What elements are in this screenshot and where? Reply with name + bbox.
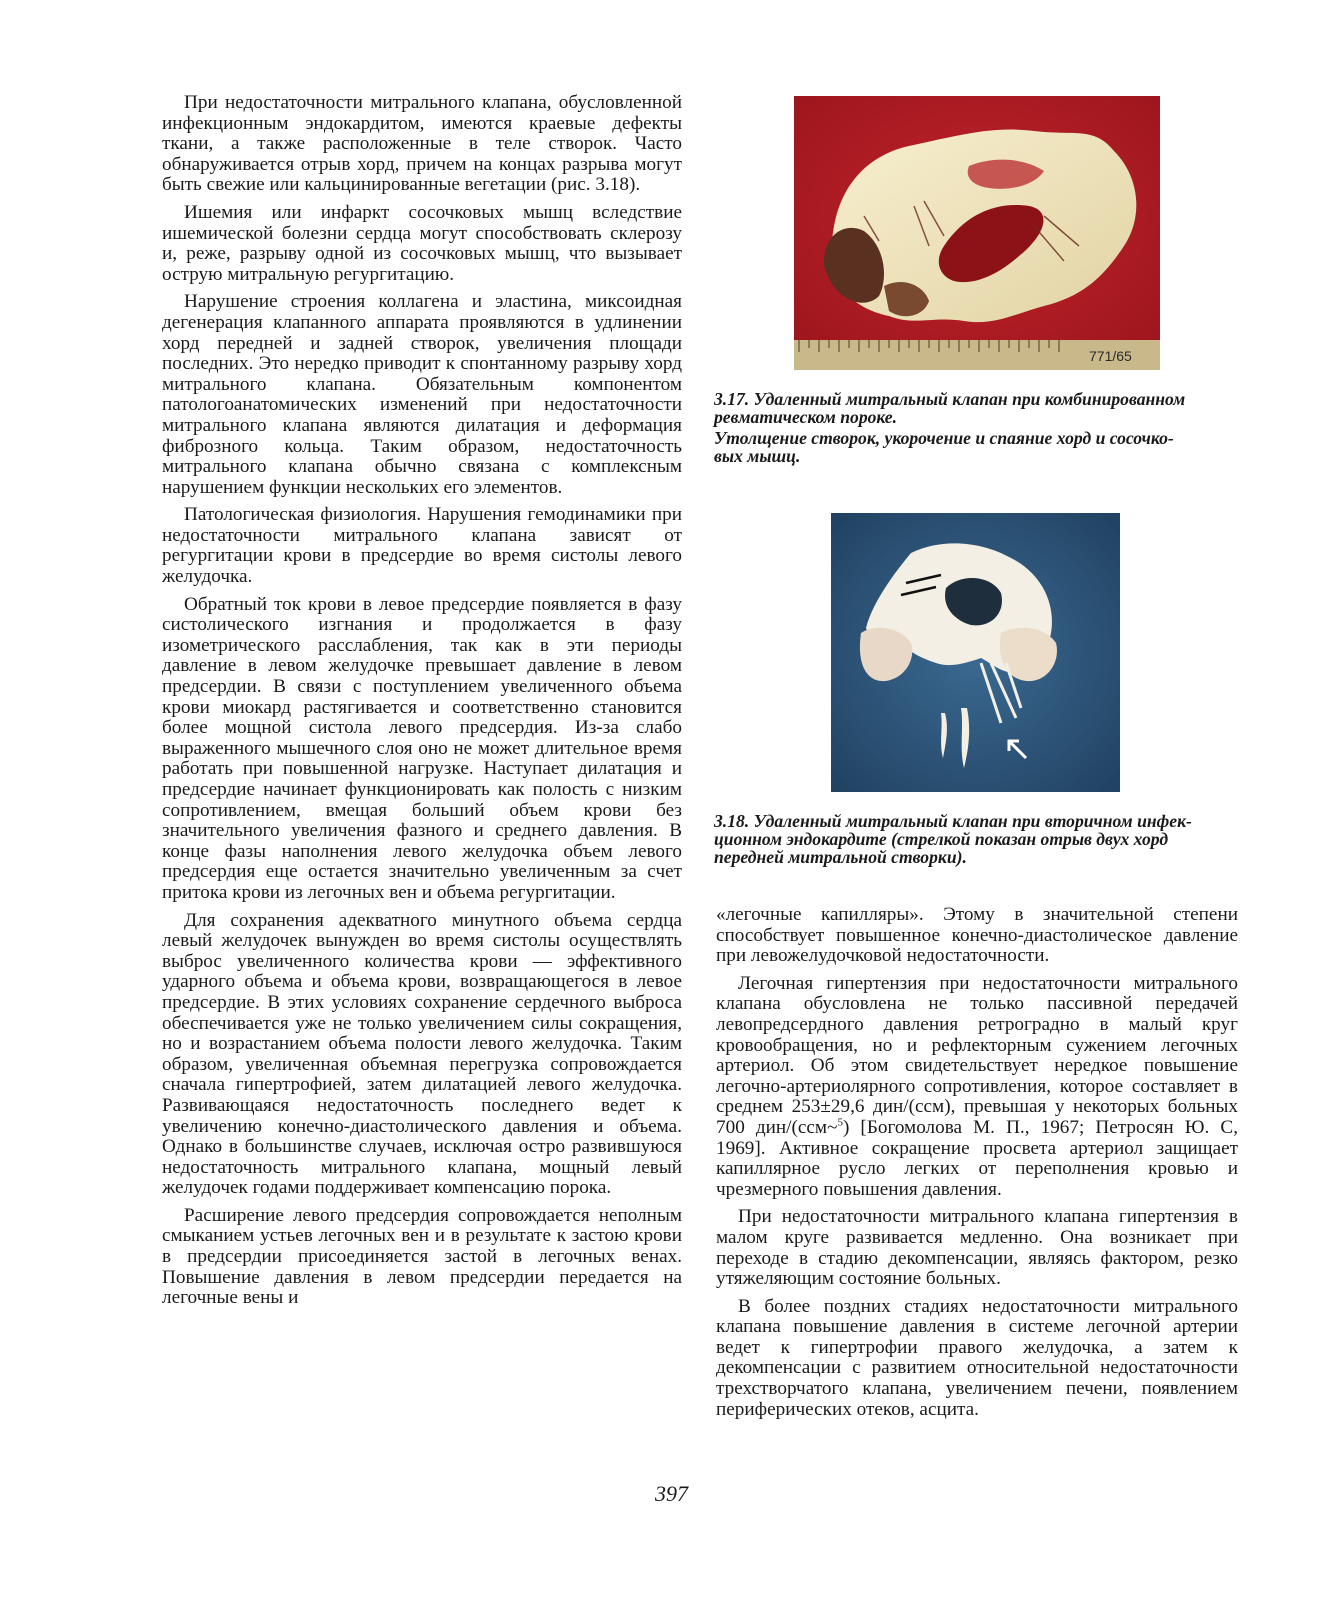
caption-line: 3.17. Удаленный митральный клапан при комбинированном [714, 389, 1186, 409]
superscript: 5 [837, 1116, 843, 1129]
paragraph: При недостаточности митрального клапана гипертензия в малом круге развивается медленно. Она возникает при переходе в стадию декомпенсации, являясь фактором, резко утяжеляющим состояние больных. [716, 1206, 1238, 1290]
paragraph [716, 974, 1238, 1201]
caption-line: вых мышц. [714, 446, 801, 466]
paragraph: В более поздних стадиях недостаточности митрального клапана повышение давления в системе легочной артерии ведет к гипертрофии правого желудочка, а затем к декомпенсации с развитием относительной недостаточности трехстворчатого клапана, увеличением печени, появлением периферических отеков, асцита. [716, 1295, 1238, 1420]
paragraph: При недостаточности митрального клапана, обусловленной инфекционным эндокардитом, имеются краевые дефекты ткани, а также расположенные в теле створок. Часто обнаруживается отрыв хорд, причем на концах разрыва могут быть свежие или кальцинированные вегетации (рис. 3.18). [162, 92, 682, 196]
right-text-column [716, 905, 1238, 1427]
caption-line: 3.18. Удаленный митральный клапан при вторичном инфек- [714, 811, 1192, 831]
ruler-label: 771/65 [1089, 348, 1132, 364]
paragraph: Обратный ток крови в левое предсердие появляется в фазу систолического изгнания и продолжается в фазу изометрического расслабления, так как в эти периоды давление в левом желудочке превышает давление в левом предсердии. В связи с поступлением увеличенного объема крови миокард растягивается и соответственно становится более мощной систола левого предсердия. Из-за слабо выраженного мышечного слоя оно не может длительное время работать при повышенной нагрузке. Наступает дилатация и предсердие начинает функционировать как полость с низким сопротивлением, вмещая больший объем крови без значительного увеличения фазного и среднего давления. В конце фазы наполнения левого желудочка объем левого предсердия еще остается значительно увеличенным за счет притока крови из легочных вен и объема регургитации. [162, 593, 682, 903]
paragraph: Патологическая физиология. Нарушения гемодинамики при недостаточности митрального клапана зависят от регургитации крови в предсердие во время систолы левого желудочка. [162, 504, 682, 588]
caption-line: передней митральной створки). [714, 847, 967, 867]
caption-line: ревматическом пороке. [714, 407, 898, 427]
paragraph: «легочные капилляры». Этому в значительной степени способствует повышенное конечно-диастолическое давление при левожелудочковой недостаточности. [716, 904, 1238, 967]
endocarditis-valve-specimen-image [831, 513, 1120, 792]
page-number: 397 [655, 1481, 688, 1506]
paragraph: Расширение левого предсердия сопровождается неполным смыканием устьев легочных вен и в результате к застою крови в предсердии присоединяется застой в легочных венах. Повышение давления в левом предсердии передается на легочные вены и [162, 1204, 682, 1309]
paragraph: Для сохранения адекватного минутного объема сердца левый желудочек вынужден во время систолы осуществлять выброс увеличенного количества крови — эффективного ударного объема и объема крови, возвращающегося в левое предсердие. В этих условиях сохранение сердечного выброса обеспечивается уже не только увеличением силы сокращения, но и возрастанием объема полости левого желудочка. Таким образом, увеличенная объемная перегрузка сопровождается сначала гипертрофией, затем дилатацией левого желудочка. Развивающаяся недостаточность последнего ведет к увеличению конечно-диастолического давления и объема. Однако в большинстве случаев, исключая остро развившуюся недостаточность митрального клапана, мощный левый желудочек годами поддерживает компенсацию порока. [162, 909, 682, 1199]
paragraph-text: ) [Богомолова М. П., 1967; Петросян Ю. С, 1969]. Активное сокращение просвета артериол защищает капиллярное русло легких от переполнения кровью и чрезмерного повышения давления. [716, 1116, 1238, 1200]
caption-line: Утолщение створок, укорочение и спаяние хорд и сосочко- [714, 428, 1174, 448]
paragraph: Нарушение строения коллагена и эластина, миксоидная дегенерация клапанного аппарата проявляются в удлинении хорд передней и задней створок, увеличения площади последних. Это нередко приводит к спонтанному разрыву хорд митрального клапана. Обязательным компонентом патологоанатомических изменений при недостаточности митрального клапана являются дилатация и деформация фиброзного кольца. Таким образом, недостаточность митрального клапана обычно связана с комплексным нарушением функции нескольких его элементов. [162, 291, 682, 498]
figure-3-18-caption [714, 812, 1274, 866]
figure-3-17-caption [714, 390, 1274, 465]
paragraph: Ишемия или инфаркт сосочковых мышц вследствие ишемической болезни сердца могут способствовать склерозу и, реже, разрыву одной из сосочковых мышц, что вызывает острую митральную регургитацию. [162, 201, 682, 285]
caption-line: ционном эндокардите (стрелкой показан отрыв двух хорд [714, 829, 1169, 849]
figure-3-17-photo [794, 96, 1160, 370]
figure-3-18-photo [831, 513, 1120, 792]
mitral-valve-specimen-image [794, 96, 1160, 370]
left-text-column [162, 93, 682, 1316]
paragraph-text: Легочная гипертензия при недостаточности митрального клапана обусловлена не только пассивной передачей левопредсердного давления ретроградно в малый круг кровообращения, но и рефлекторным сужением легочных артериол. Об этом свидетельствует нередкое повышение легочно-артериолярного сопротивления, которое составляет в среднем 253±29,6 дин/(ссм), превышая у некоторых больных 700 дин/(ссм~ [716, 972, 1238, 1138]
